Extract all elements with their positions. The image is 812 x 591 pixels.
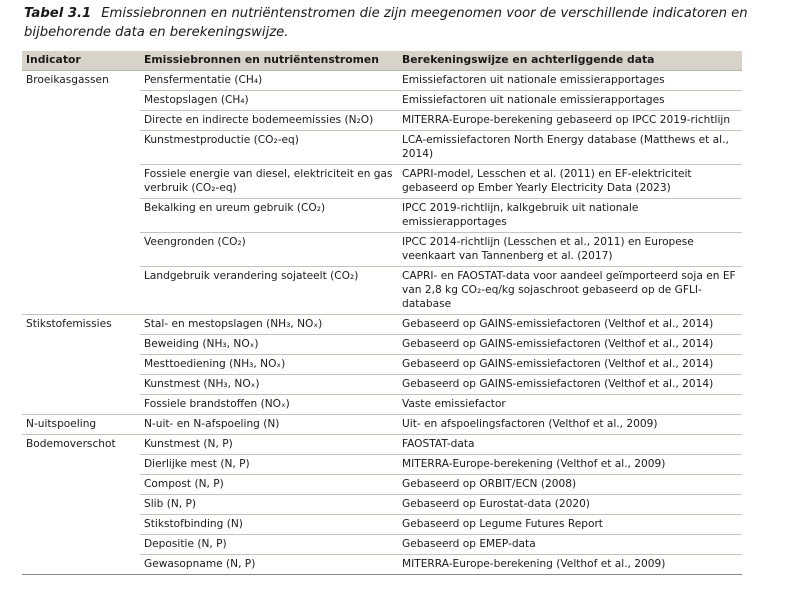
cell-source: Fossiele energie van diesel, elektriciteit en gas verbruik (CO₂-eq) bbox=[140, 165, 398, 199]
cell-indicator bbox=[22, 91, 140, 111]
cell-method: Gebaseerd op Eurostat-data (2020) bbox=[398, 495, 742, 515]
cell-source: Mestopslagen (CH₄) bbox=[140, 91, 398, 111]
table-row bbox=[22, 475, 742, 495]
table-caption bbox=[24, 5, 784, 42]
cell-method: Emissiefactoren uit nationale emissierapportages bbox=[398, 71, 742, 91]
cell-source: Kunstmest (N, P) bbox=[140, 435, 398, 455]
cell-indicator bbox=[22, 455, 140, 475]
cell-source: Kunstmestproductie (CO₂-eq) bbox=[140, 131, 398, 165]
table-row bbox=[22, 199, 742, 233]
cell-source: Stikstofbinding (N) bbox=[140, 515, 398, 535]
table-row bbox=[22, 535, 742, 555]
cell-method: Uit- en afspoelingsfactoren (Velthof et al., 2009) bbox=[398, 415, 742, 435]
cell-source: Slib (N, P) bbox=[140, 495, 398, 515]
cell-method: Gebaseerd op ORBIT/ECN (2008) bbox=[398, 475, 742, 495]
cell-method: Gebaseerd op GAINS-emissiefactoren (Velthof et al., 2014) bbox=[398, 355, 742, 375]
cell-method: FAOSTAT-data bbox=[398, 435, 742, 455]
data-table bbox=[22, 51, 742, 575]
cell-source: Pensfermentatie (CH₄) bbox=[140, 71, 398, 91]
table-row bbox=[22, 131, 742, 165]
cell-indicator bbox=[22, 199, 140, 233]
cell-indicator bbox=[22, 165, 140, 199]
table-number: Tabel 3.1 bbox=[24, 6, 92, 21]
cell-indicator bbox=[22, 555, 140, 575]
cell-method: Gebaseerd op GAINS-emissiefactoren (Velthof et al., 2014) bbox=[398, 375, 742, 395]
cell-indicator bbox=[22, 335, 140, 355]
cell-source: Mesttoediening (NH₃, NOₓ) bbox=[140, 355, 398, 375]
cell-method: Gebaseerd op Legume Futures Report bbox=[398, 515, 742, 535]
cell-indicator bbox=[22, 233, 140, 267]
table-row bbox=[22, 315, 742, 335]
cell-source: Veengronden (CO₂) bbox=[140, 233, 398, 267]
cell-source: Stal- en mestopslagen (NH₃, NOₓ) bbox=[140, 315, 398, 335]
cell-indicator bbox=[22, 131, 140, 165]
cell-source: Gewasopname (N, P) bbox=[140, 555, 398, 575]
cell-method: CAPRI- en FAOSTAT-data voor aandeel geïmporteerd soja en EF van 2,8 kg CO₂-eq/kg sojaschroot gebaseerd op de GFLI-database bbox=[398, 267, 742, 315]
cell-source: Kunstmest (NH₃, NOₓ) bbox=[140, 375, 398, 395]
cell-indicator bbox=[22, 395, 140, 415]
table-row bbox=[22, 415, 742, 435]
table-row bbox=[22, 555, 742, 575]
cell-indicator bbox=[22, 375, 140, 395]
table-row bbox=[22, 395, 742, 415]
header-row bbox=[22, 51, 742, 71]
cell-indicator bbox=[22, 267, 140, 315]
cell-indicator: Broeikasgassen bbox=[26, 74, 109, 86]
header-method: Berekeningswijze en achterliggende data bbox=[398, 51, 742, 71]
cell-method: LCA-emissiefactoren North Energy database (Matthews et al., 2014) bbox=[398, 131, 742, 165]
cell-indicator bbox=[22, 535, 140, 555]
cell-source: Depositie (N, P) bbox=[140, 535, 398, 555]
cell-source: Bekalking en ureum gebruik (CO₂) bbox=[140, 199, 398, 233]
header-indicator: Indicator bbox=[22, 51, 140, 71]
table-row bbox=[22, 165, 742, 199]
cell-method: MITERRA-Europe-berekening gebaseerd op IPCC 2019-richtlijn bbox=[398, 111, 742, 131]
cell-source: Dierlijke mest (N, P) bbox=[140, 455, 398, 475]
cell-source: Beweiding (NH₃, NOₓ) bbox=[140, 335, 398, 355]
cell-method: IPCC 2019-richtlijn, kalkgebruik uit nationale emissierapportages bbox=[398, 199, 742, 233]
table-row bbox=[22, 375, 742, 395]
table-row bbox=[22, 495, 742, 515]
cell-source: Fossiele brandstoffen (NOₓ) bbox=[140, 395, 398, 415]
cell-indicator: Stikstofemissies bbox=[26, 318, 112, 330]
cell-method: IPCC 2014-richtlijn (Lesschen et al., 2011) en Europese veenkaart van Tannenberg et al. (2017) bbox=[398, 233, 742, 267]
cell-method: MITERRA-Europe-berekening (Velthof et al., 2009) bbox=[398, 555, 742, 575]
cell-method: MITERRA-Europe-berekening (Velthof et al., 2009) bbox=[398, 455, 742, 475]
cell-method: Emissiefactoren uit nationale emissierapportages bbox=[398, 91, 742, 111]
cell-method: CAPRI-model, Lesschen et al. (2011) en EF-elektriciteit gebaseerd op Ember Yearly Electricity Data (2023) bbox=[398, 165, 742, 199]
header-source: Emissiebronnen en nutriëntenstromen bbox=[140, 51, 398, 71]
cell-source: Directe en indirecte bodemeemissies (N₂O) bbox=[140, 111, 398, 131]
table-title: Emissiebronnen en nutriëntenstromen die zijn meegenomen voor de verschillende indicatoren en bijbehorende data en berekeningswijze. bbox=[24, 6, 748, 40]
table-row bbox=[22, 71, 742, 91]
cell-source: Landgebruik verandering sojateelt (CO₂) bbox=[140, 267, 398, 315]
table-row bbox=[22, 335, 742, 355]
table-row bbox=[22, 91, 742, 111]
cell-method: Vaste emissiefactor bbox=[398, 395, 742, 415]
table-row bbox=[22, 111, 742, 131]
cell-indicator: N-uitspoeling bbox=[22, 415, 140, 435]
cell-source: Compost (N, P) bbox=[140, 475, 398, 495]
table-row bbox=[22, 233, 742, 267]
table-row bbox=[22, 267, 742, 315]
cell-indicator: Bodemoverschot bbox=[26, 438, 116, 450]
table-row bbox=[22, 355, 742, 375]
cell-source: N-uit- en N-afspoeling (N) bbox=[140, 415, 398, 435]
cell-method: Gebaseerd op EMEP-data bbox=[398, 535, 742, 555]
cell-indicator bbox=[22, 515, 140, 535]
cell-indicator bbox=[22, 475, 140, 495]
table-row bbox=[22, 515, 742, 535]
cell-indicator bbox=[22, 111, 140, 131]
cell-indicator bbox=[22, 495, 140, 515]
cell-method: Gebaseerd op GAINS-emissiefactoren (Velthof et al., 2014) bbox=[398, 315, 742, 335]
table-row bbox=[22, 435, 742, 455]
cell-indicator bbox=[22, 355, 140, 375]
cell-method: Gebaseerd op GAINS-emissiefactoren (Velthof et al., 2014) bbox=[398, 335, 742, 355]
table-row bbox=[22, 455, 742, 475]
